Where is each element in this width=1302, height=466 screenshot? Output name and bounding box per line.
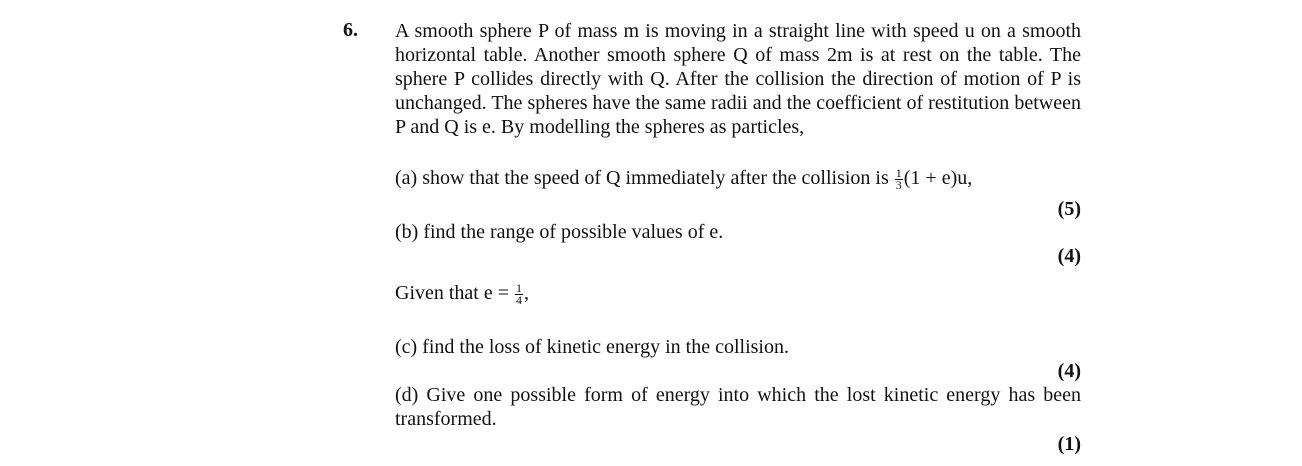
part-c: (c) find the loss of kinetic energy in the collision. — [395, 336, 789, 358]
part-a-frac-denominator: 3 — [895, 177, 902, 192]
part-a-marks: (5) — [1057, 198, 1081, 220]
part-a-fraction — [895, 165, 903, 192]
given-frac-denominator: 4 — [516, 292, 523, 307]
given-prefix: Given that e = — [395, 282, 510, 304]
part-d-marks: (1) — [1057, 433, 1081, 455]
part-a-prefix: (a) show that the speed of Q immediately after the collision is — [395, 167, 889, 189]
part-d: (d) Give one possible form of energy into which the lost kinetic energy has been transformed. — [395, 384, 1081, 430]
given-statement — [395, 281, 529, 306]
given-fraction — [515, 280, 523, 307]
part-a-suffix: (1 + e)u, — [903, 167, 973, 189]
given-frac-numerator: 1 — [516, 280, 523, 295]
question-number: 6. — [343, 19, 358, 41]
part-c-marks: (4) — [1057, 360, 1081, 382]
part-a — [395, 166, 972, 191]
given-suffix: , — [524, 282, 530, 304]
part-a-frac-numerator: 1 — [895, 165, 902, 180]
part-b: (b) find the range of possible values of e. — [395, 221, 724, 243]
question-intro: A smooth sphere P of mass m is moving in a straight line with speed u on a smooth horizontal table. Another smooth sphere Q of mass 2m is at rest on the table. The sphere P collides directly with Q. After the collision the direction of motion of P is unchanged. The spheres have the same radii and the coefficient of restitution between P and Q is e. By modelling the spheres as particles, — [395, 20, 1081, 138]
part-b-marks: (4) — [1057, 245, 1081, 267]
